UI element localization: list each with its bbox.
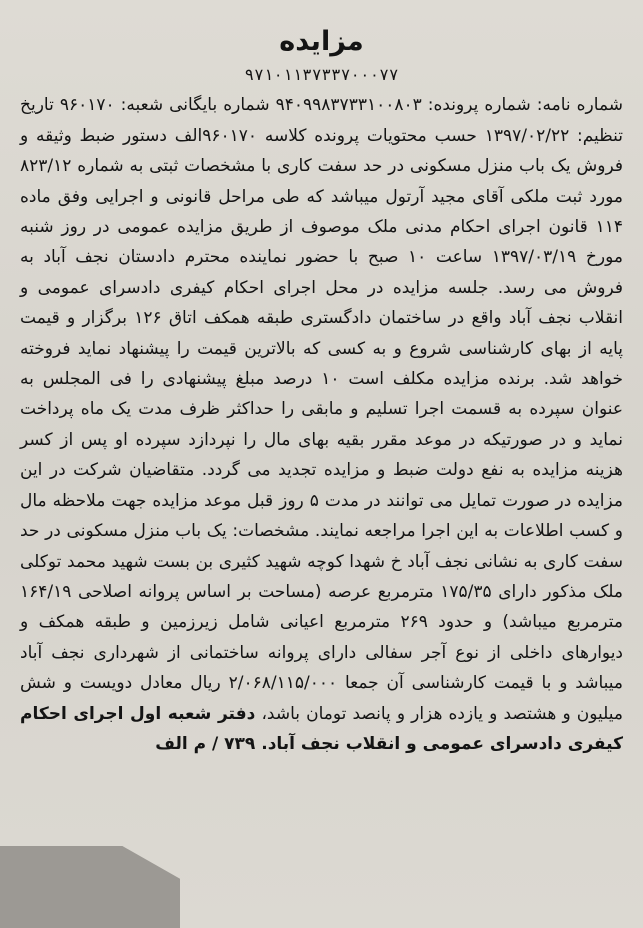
notice-body [20, 60, 623, 759]
notice-paragraph: شماره نامه: شماره پرونده: ۹۴۰۹۹۸۳۷۳۳۱۰۰۸۰۳ شماره بایگانی شعبه: ۹۶۰۱۷۰ تاریخ تنظیم: ۱۳۹۷/۰۲/۲۲ حسب محتویات پرونده کلاسه ۹۶۰۱۷۰الف دستور ضبط وثیقه و فروش یک باب منزل مسکونی در حد سفت کاری با مشخصات ثبتی به شماره ۸۲۳/۱۲ مورد ثبت ملکی آقای مجید آرتول میباشد که طی مراحل قانونی و اجرایی وفق ماده ۱۱۴ قانون اجرای احکام مدنی ملک موصوف از طریق مزایده عمومی در روز شنبه مورخ ۱۳۹۷/۰۳/۱۹ ساعت ۱۰ صبح با حضور نماینده محترم دادستان نجف آباد به فروش می رسد. جلسه مزایده در محل اجرای احکام کیفری دادسرای عمومی و انقلاب نجف آباد واقع در ساختمان دادگستری طبقه همکف اتاق ۱۲۶ برگزار و قیمت پایه از بهای کارشناسی شروع و به کسی که بالاترین قیمت را پیشنهاد نماید فروخته خواهد شد. برنده مزایده مکلف است ۱۰ درصد مبلغ پیشنهادی را فی المجلس به عنوان سپرده به قسمت اجرا تسلیم و مابقی را حداکثر ظرف مدت یک ماه پرداخت نماید و در صورتیکه در موعد مقرر بقیه بهای مال را نپردازد سپرده او پس از کسر هزینه مزایده به نفع دولت ضبط و مزایده تجدید می گردد. متقاضیان شرکت در این مزایده در صورت تمایل می توانند در مدت ۵ روز قبل موعد مزایده جهت ملاحظه مال و کسب اطلاعات به این اجرا مراجعه نمایند. مشخصات: یک باب منزل مسکونی در حد سفت کاری به نشانی نجف آباد خ شهدا کوچه شهید کثیری بن بست شهید محمد توکلی ملک مذکور دارای ۱۷۵/۳۵ مترمربع عرصه (مساحت بر اساس پروانه اصلاحی ۱۶۴/۱۹ مترمربع میباشد) و حدود ۲۶۹ مترمربع اعیانی شامل زیرزمین و طبقه همکف و دیوارهای داخلی از نوع آجر سفالی دارای پروانه ساختمانی از شهرداری نجف آباد میباشد و با قیمت کارشناسی آن جمعا ۲/۰۶۸/۱۱۵/۰۰۰ ریال معادل دویست و شش میلیون و هشتصد و یازده هزار و پانصد تومان باشد، [20, 95, 624, 724]
letter-number: ۹۷۱۰۱۱۳۷۳۳۷۰۰۰۷۷ [244, 65, 399, 84]
torn-corner [0, 846, 180, 928]
issuer-signature: دفتر شعبه اول اجرای احکام کیفری دادسرای عمومی و انقلاب نجف آباد. ۷۳۹ / م الف [20, 703, 623, 754]
notice-title: مزایده [279, 26, 364, 57]
letter-number-line [20, 60, 623, 90]
